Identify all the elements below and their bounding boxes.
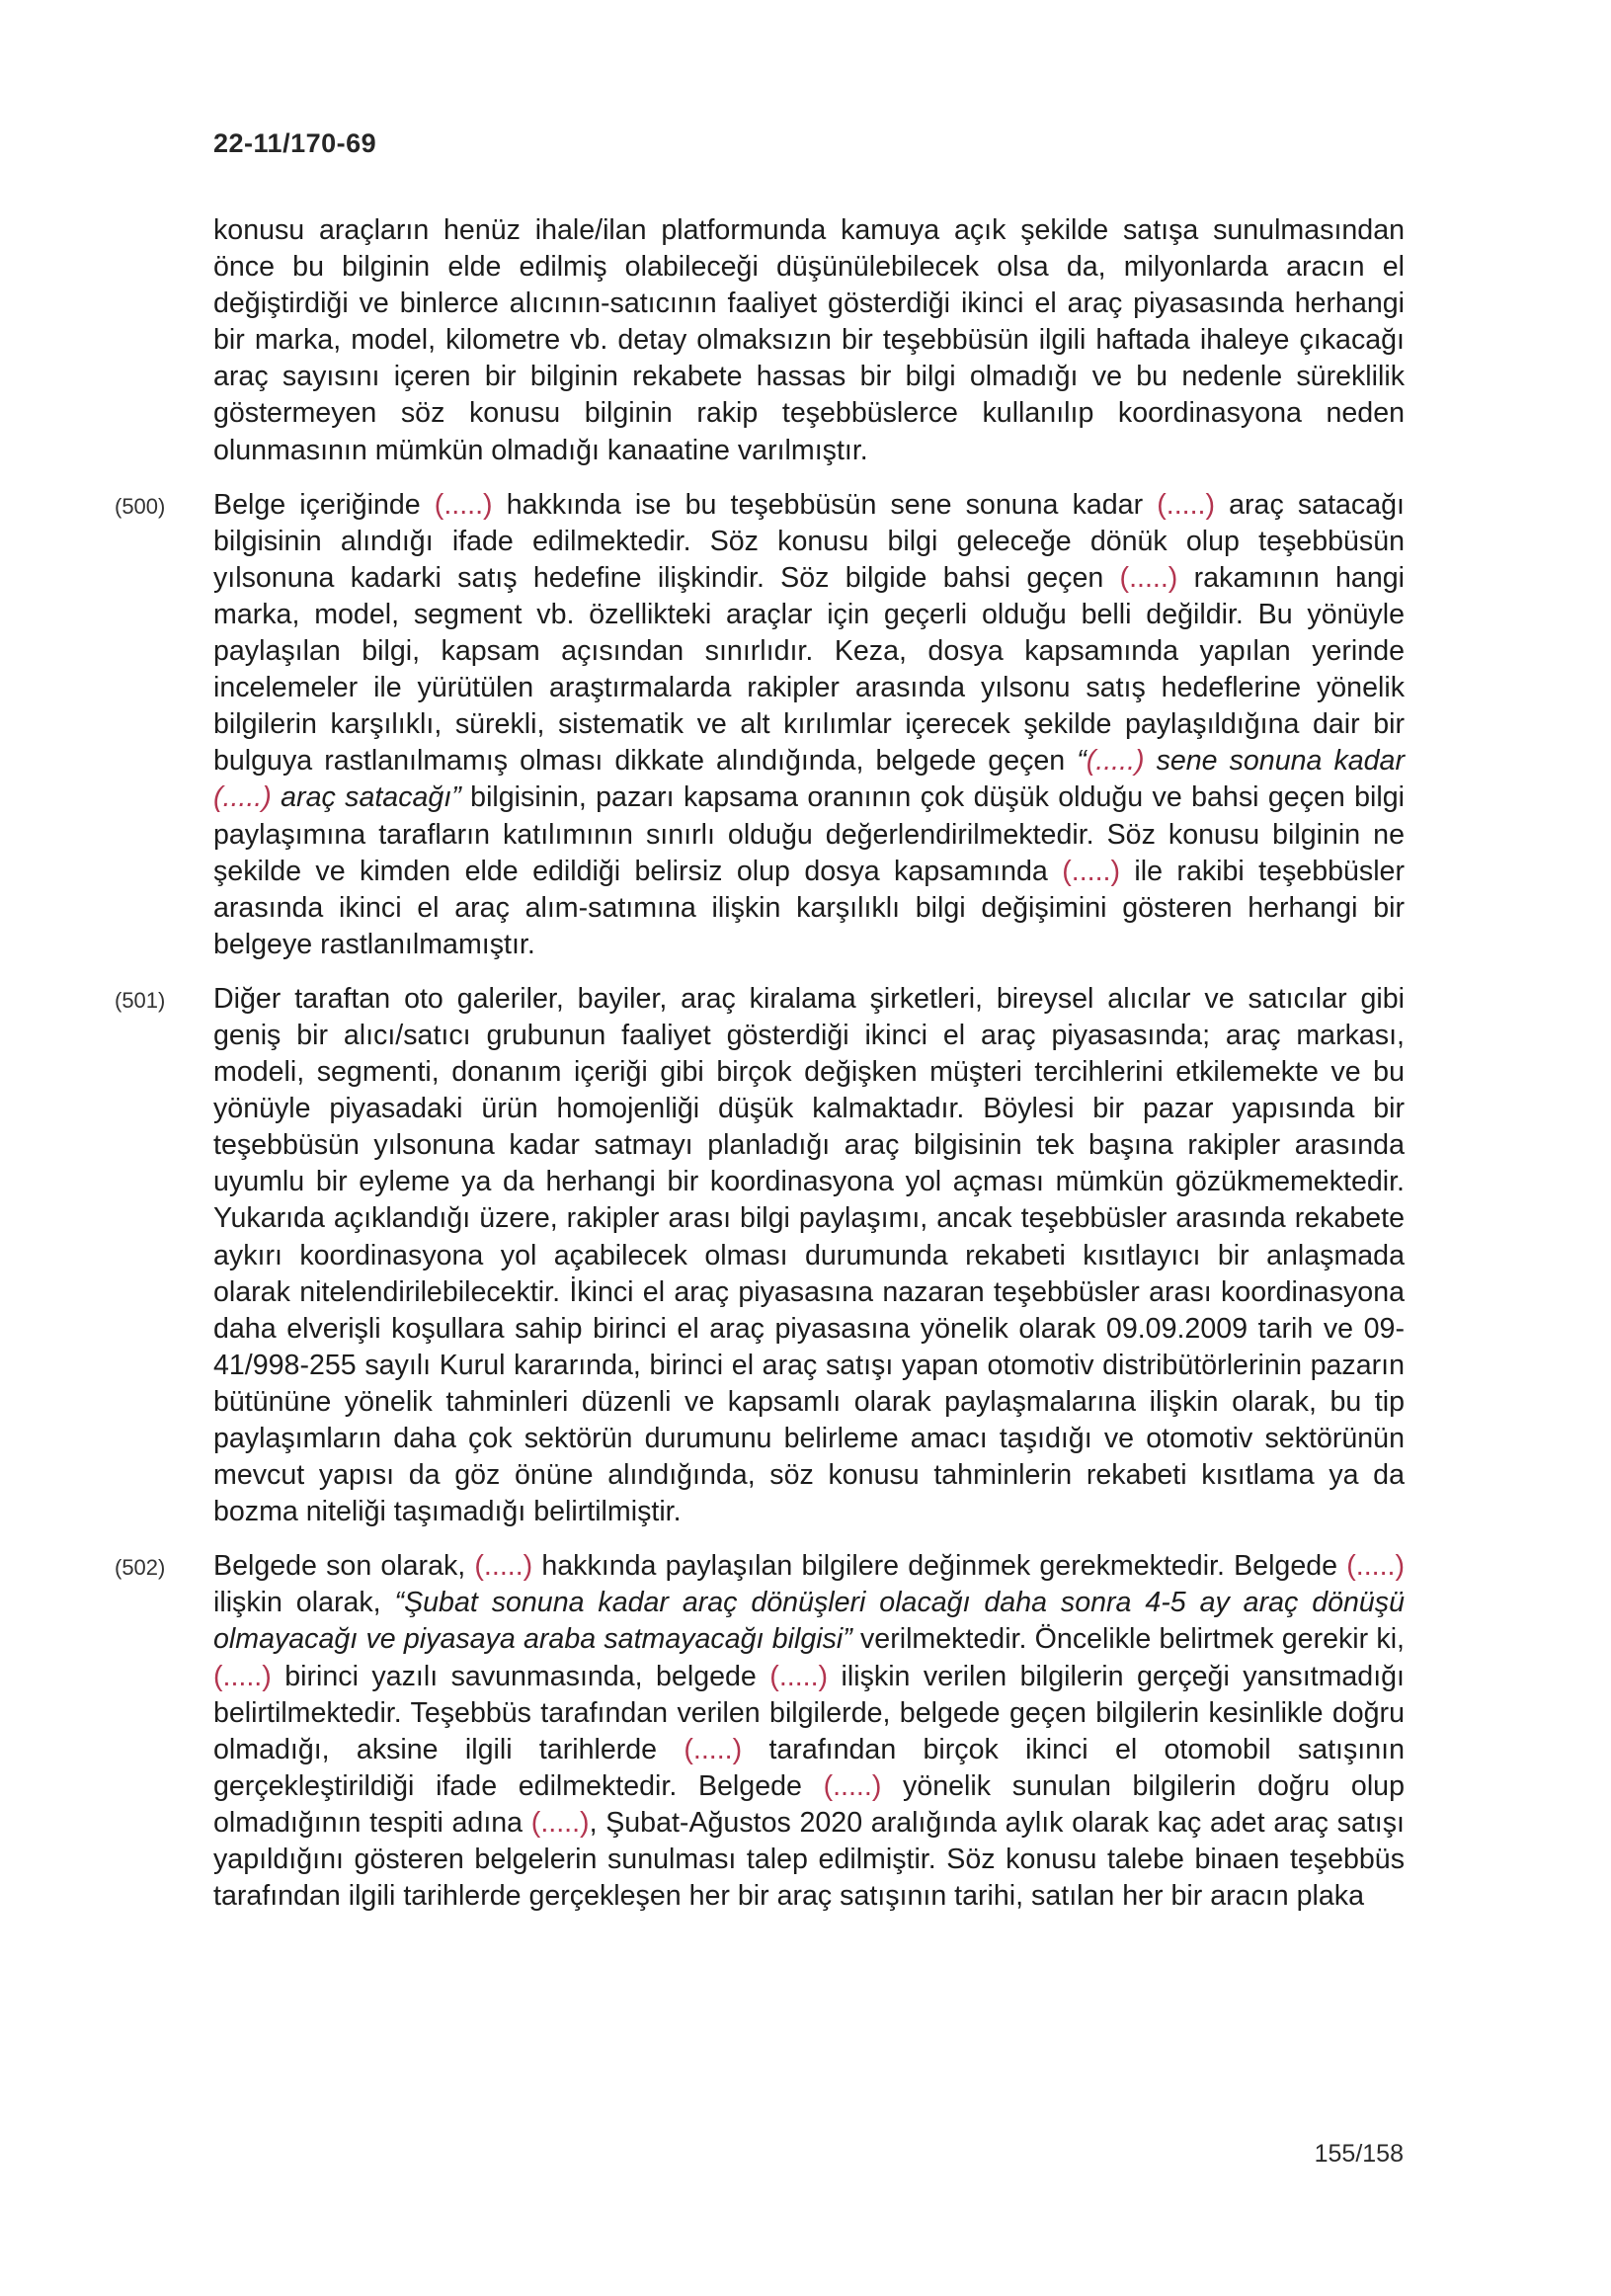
text-segment: sene sonuna kadar xyxy=(1144,745,1405,778)
redacted-text: (.....) xyxy=(530,1806,590,1839)
text-segment: verilmektedir. Öncelikle belirtmek gerekir ki, xyxy=(851,1623,1405,1656)
document-reference-number: 22-11/170-69 xyxy=(213,128,377,158)
paragraph-number: (500) xyxy=(115,493,166,519)
text-segment: , Şubat-Ağustos 2020 aralığında aylık olarak kaç adet araç satışı yapıldığını gösteren belgelerin sunulması talep edilmiştir. Söz konusu talebe binaen teşebbüs tarafından ilgili tarihlerde gerçekleşen her bir araç satışının tarihi, satılan her bir aracın plaka xyxy=(213,1806,1405,1913)
text-segment: hakkında paylaşılan bilgilere değinmek gerekmektedir. Belgede xyxy=(532,1550,1347,1583)
redacted-text: (.....) xyxy=(1346,1550,1405,1583)
text-segment: birinci yazılı savunmasında, belgede xyxy=(271,1660,770,1692)
paragraph-502 xyxy=(115,1548,1405,1915)
redacted-text: (.....) xyxy=(1062,855,1120,887)
redacted-text: (.....) xyxy=(769,1660,829,1692)
text-segment: rakamının hangi marka, model, segment vb. özellikteki araçlar için geçerli olduğu belli değildir. Bu yönüyle paylaşılan bilgi, kapsam açısından sınırlıdır. Keza, dosya kapsamında yapılan yerinde incelemeler ile yürütülen araştırmalarda rakipler arasında yılsonu satış hedeflerine yönelik bilgilerin karşılıklı, sürekli, sistematik ve alt kırılımlar içerecek şekilde paylaşıldığına dair bir bulguya rastlanılmamış olması dikkate alındığında, belgede geçen xyxy=(213,561,1405,778)
text-segment: Diğer taraftan oto galeriler, bayiler, araç kiralama şirketleri, bireysel alıcılar ve satıcılar gibi geniş bir alıcı/satıcı grubunun faaliyet gösterdiği ikinci el araç piyasasında; araç markası, modeli, segmenti, donanım içeriği gibi birçok değişken müşteri tercihlerini etkilemekte ve bu yönüyle piyasadaki ürün homojenliği düşük kalmaktadır. Böylesi bir pazar yapısında bir teşebbüsün yılsonuna kadar satmayı planladığı araç bilgisinin tek başına rakipler arasında uyumlu bir eyleme ya da herhangi bir koordinasyona yol açması mümkün gözükmemektedir. Yukarıda açıklandığı üzere, rakipler arası bilgi paylaşımı, ancak teşebbüsler arasında rekabete aykırı koordinasyona yol açabilecek olması durumunda rekabeti kısıtlayıcı bir anlaşmada olarak nitelendirilebilecektir. İkinci el araç piyasasına nazaran teşebbüsler arası koordinasyona daha elverişli koşullara sahip birinci el araç piyasasına yönelik olarak 09.09.2009 tarih ve 09-41/998-255 sayılı Kurul kararında, birinci el araç satışı yapan otomotiv distribütörlerinin pazarın bütününe yönelik tahminleri düzenli ve kapsamlı olarak paylaşmalarına ilişkin olarak, bu tip paylaşımların daha çok sektörün durumunu belirleme amacı taşıdığı ve otomotiv sektörünün mevcut yapısı da göz önüne alındığında, söz konusu tahminlerin rekabeti kısıtlama ya da bozma niteliği taşımadığı belirtilmiştir. xyxy=(213,982,1405,1528)
redacted-text: (.....) xyxy=(1086,745,1145,778)
text-segment: ile rakibi teşebbüsler arasında ikinci el araç alım-satımına ilişkin karşılıklı bilgi değişimini gösteren herhangi bir belgeye rastlanılmamıştır. xyxy=(213,855,1405,960)
document-body xyxy=(115,212,1405,1932)
redacted-text: (.....) xyxy=(213,781,272,814)
paragraph-500 xyxy=(115,487,1405,963)
page-number: 155/158 xyxy=(1314,2140,1404,2168)
text-segment: araç satacağı” xyxy=(271,781,461,814)
redacted-text: (.....) xyxy=(823,1769,882,1802)
redacted-text: (.....) xyxy=(434,488,493,521)
redacted-text: (.....) xyxy=(1119,561,1178,594)
paragraph-501 xyxy=(115,981,1405,1530)
redacted-text: (.....) xyxy=(1157,488,1215,521)
paragraph-continuation xyxy=(213,212,1405,469)
text-segment: konusu araçların henüz ihale/ilan platformunda kamuya açık şekilde satışa sunulmasından önce bu bilginin elde edilmiş olabileceği düşünülebilecek olsa da, milyonlarda aracın el değiştirdiği ve binlerce alıcının-satıcının faaliyet gösterdiği ikinci el araç piyasasında herhangi bir marka, model, kilometre vb. detay olmaksızın bir teşebbüsün ilgili haftada ihaleye çıkacağı araç sayısını içeren bir bilginin rekabete hassas bir bilgi olmadığı ve bu nedenle süreklilik göstermeyen söz konusu bilginin rakip teşebbüslerce kullanılıp koordinasyona neden olunmasının mümkün olmadığı kanaatine varılmıştır. xyxy=(213,214,1405,466)
text-segment: bilgisinin, pazarı kapsama oranının çok düşük olduğu ve bahsi geçen bilgi paylaşımına tarafların katılımının sınırlı olduğu değerlendirilmektedir. Söz konusu bilginin ne şekilde ve kimden elde edildiği belirsiz olup dosya kapsamında xyxy=(213,781,1405,887)
paragraph-number: (502) xyxy=(115,1555,166,1581)
paragraph-text xyxy=(213,489,1405,960)
redacted-text: (.....) xyxy=(684,1733,743,1765)
text-segment: “Şubat sonuna kadar araç dönüşleri olacağı daha sonra 4-5 ay araç dönüşü olmayacağı ve piyasaya araba satmayacağı bilgisi” xyxy=(213,1587,1405,1656)
redacted-text: (.....) xyxy=(213,1660,272,1692)
text-segment: araç satacağı bilgisinin alındığı ifade edilmektedir. Söz konusu bilgi geleceğe dönük olup teşebbüsün yılsonuna kadarki satış hedefine ilişkindir. Söz bilgide bahsi geçen xyxy=(213,488,1405,594)
paragraph-text xyxy=(213,214,1405,466)
text-segment: ilişkin verilen bilgilerin gerçeği yansıtmadığı belirtilmektedir. Teşebbüs tarafından verilen bilgilerde, belgede geçen bilgilerin kesinlikle doğru olmadığı, aksine ilgili tarihlerde xyxy=(213,1660,1405,1765)
paragraph-text xyxy=(213,1550,1405,1912)
text-segment: Belgede son olarak, xyxy=(213,1550,475,1583)
paragraph-text xyxy=(213,983,1405,1527)
text-segment: hakkında ise bu teşebbüsün sene sonuna kadar xyxy=(492,488,1158,521)
redacted-text: (.....) xyxy=(474,1550,533,1583)
text-segment: Belge içeriğinde xyxy=(213,488,435,521)
text-segment: yönelik sunulan bilgilerin doğru olup olmadığının tespiti adına xyxy=(213,1769,1405,1839)
text-segment: ilişkin olarak, xyxy=(213,1587,395,1619)
text-segment: tarafından birçok ikinci el otomobil satışının gerçekleştirildiği ifade edilmektedir. Belgede xyxy=(213,1733,1405,1802)
paragraph-number: (501) xyxy=(115,987,166,1013)
text-segment: “ xyxy=(1077,745,1087,778)
